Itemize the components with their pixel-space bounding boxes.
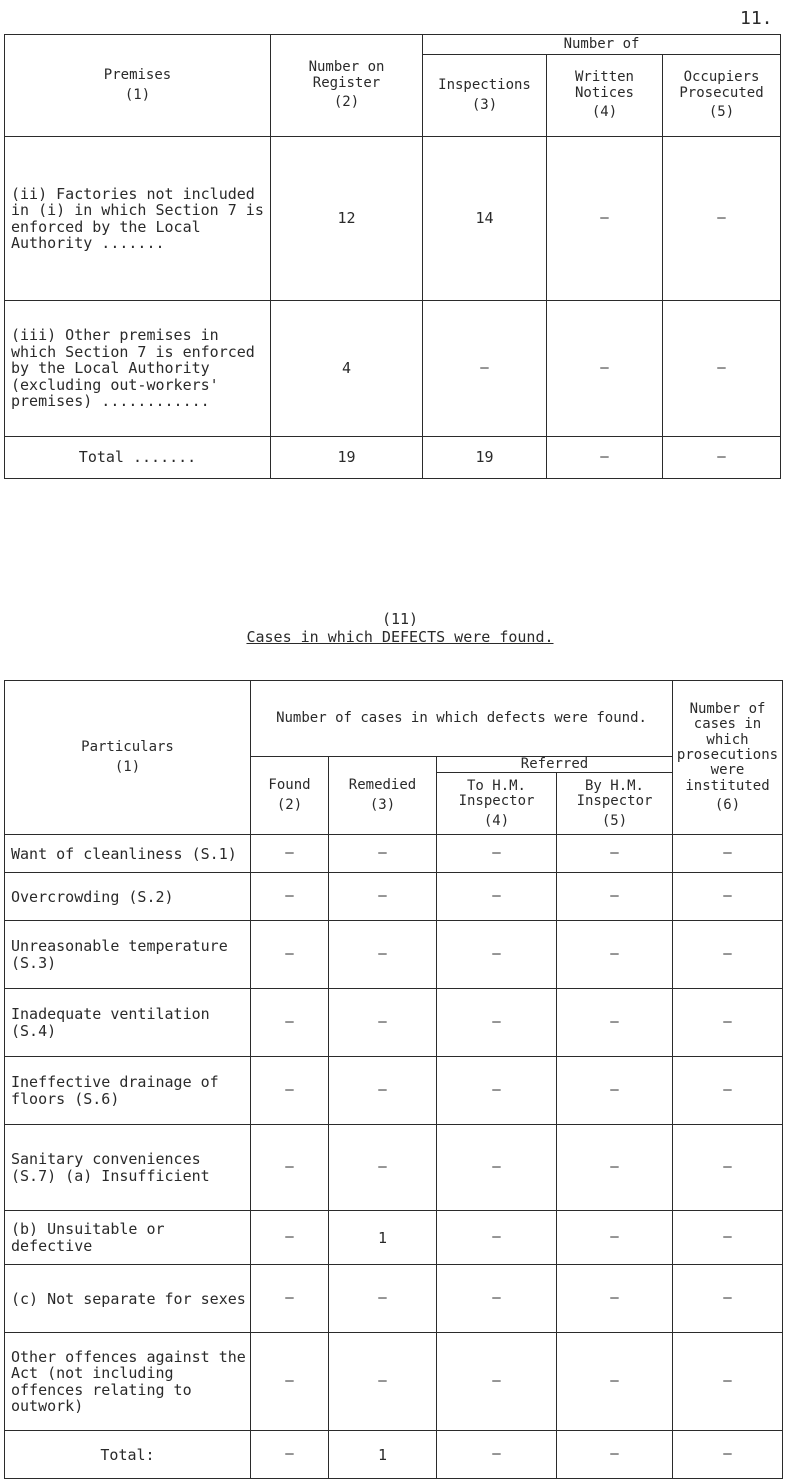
header-register: Number on Register (2)	[271, 35, 423, 137]
table-row: Inadequate ventilation (S.4) – – – – –	[5, 989, 783, 1057]
header-prosecutions: Number of cases in which prosecutions were instituted (6)	[673, 681, 783, 835]
header-number-of: Number of	[423, 35, 781, 55]
table-row: Other offences against the Act (not including offences relating to outwork) – – – – –	[5, 1333, 783, 1431]
premises-table	[4, 34, 781, 479]
header-notices: Written Notices (4)	[547, 55, 663, 137]
table-row: Overcrowding (S.2) – – – – –	[5, 873, 783, 921]
table-row: Ineffective drainage of floors (S.6) – – – – –	[5, 1057, 783, 1125]
table-row: Want of cleanliness (S.1) – – – – –	[5, 835, 783, 873]
header-particulars: Particulars (1)	[5, 681, 251, 835]
section-caption	[0, 610, 800, 646]
table-row: Sanitary conveniences (S.7) (a) Insufficient – – – – –	[5, 1125, 783, 1211]
header-by-hmi: By H.M. Inspector (5)	[557, 773, 673, 835]
caption-title: Cases in which DEFECTS were found.	[246, 628, 554, 646]
header-prosecuted: Occupiers Prosecuted (5)	[663, 55, 781, 137]
header-premises: Premises (1)	[5, 35, 271, 137]
table-row: (b) Unsuitable or defective – 1 – – –	[5, 1211, 783, 1265]
total-row: Total ....... 19 19 – –	[5, 437, 781, 479]
page-number: 11.	[740, 8, 773, 29]
header-remedied: Remedied (3)	[329, 757, 437, 835]
table-row: Unreasonable temperature (S.3) – – – – –	[5, 921, 783, 989]
table-row: (c) Not separate for sexes – – – – –	[5, 1265, 783, 1333]
header-found: Found (2)	[251, 757, 329, 835]
header-cases-found: Number of cases in which defects were found.	[251, 681, 673, 757]
caption-numeral: (11)	[381, 610, 419, 628]
table-row: (iii) Other premises in which Section 7 is enforced by the Local Authority (excluding out-workers' premises) ............ 4 – – –	[5, 301, 781, 437]
header-inspections: Inspections (3)	[423, 55, 547, 137]
defects-table	[4, 680, 783, 1479]
header-to-hmi: To H.M. Inspector (4)	[437, 773, 557, 835]
total-row: Total: – 1 – – –	[5, 1431, 783, 1479]
header-referred: Referred	[437, 757, 673, 773]
table-row: (ii) Factories not included in (i) in which Section 7 is enforced by the Local Authority ....... 12 14 – –	[5, 137, 781, 301]
